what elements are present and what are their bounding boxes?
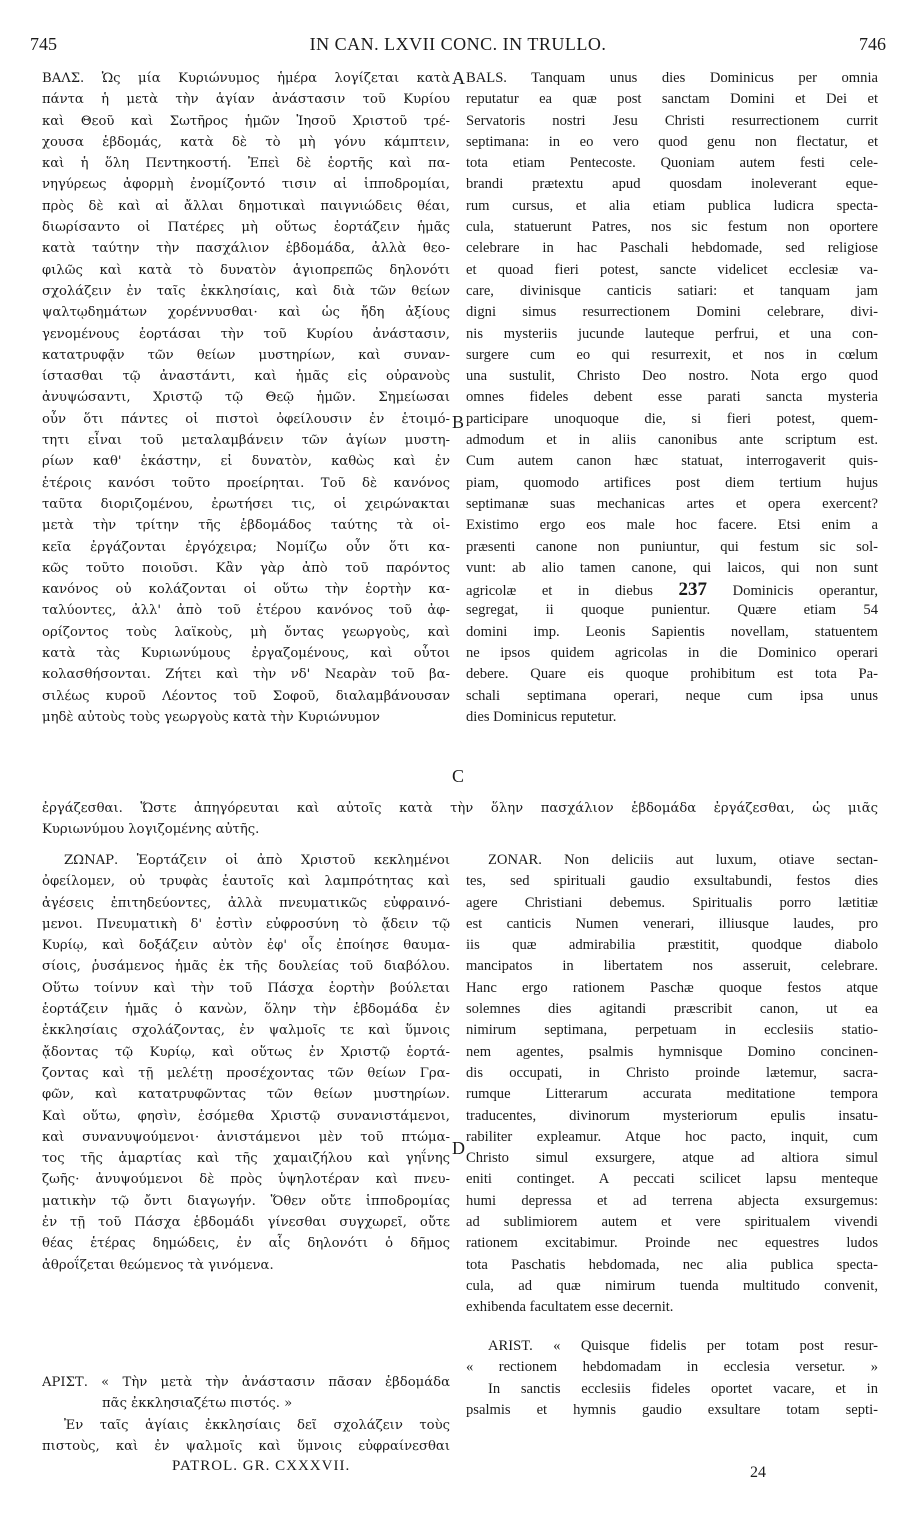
- latin-text-line: [466, 579, 878, 600]
- latin-text-line: tota Paschatis hebdomada, nec alia publica specta-: [466, 1256, 878, 1273]
- latin-text-line: una sustulit, Christo Deo nostro. Nota ergo quod: [466, 368, 878, 385]
- greek-text-line: Ἐν ταῖς ἁγίαις ἐκκλησίαις δεῖ σχολάζειν τοὺς: [64, 1417, 450, 1433]
- latin-text-line: « rectionem hebdomadam in ecclesia versetur. »: [466, 1359, 878, 1376]
- latin-text-line: rationem excitabimur. Proinde nec equestres ludos: [466, 1235, 878, 1252]
- latin-text-fragment: agricolæ et in diebus: [466, 583, 679, 600]
- greek-text-line: ρίων καθ' ἑκάστην, εἰ δυνατὸν, καθὼς καὶ ἐν: [42, 454, 450, 470]
- greek-text-line: πάντα ἡ μετὰ τὴν ἁγίαν ἀνάστασιν τοῦ Κυρίου: [42, 92, 450, 108]
- greek-text-line: κῶς τοῦτο ποιοῦσι. Κἂν γὰρ ἀπὸ τοῦ παρόντος: [42, 560, 450, 576]
- greek-full-width-continuation: [42, 798, 878, 841]
- latin-text-line: Existimo ergo eos male hoc facere. Etsi enim a: [466, 517, 878, 534]
- latin-text-line: schali septimana operari, neque cum ipsa unus: [466, 687, 878, 704]
- latin-text-line: Cum autem canon hæc statuat, interrogaverit quis-: [466, 453, 878, 470]
- greek-text-line: Καὶ οὕτω, φησὶν, ἐσόμεθα Χριστῷ συνανιστάμενοι,: [42, 1108, 450, 1124]
- latin-text-line: eniti continget. A peccati scilicet lapsu menteque: [466, 1171, 878, 1188]
- latin-text-line: debere. Quare eis quoque prohibitum est tota Pa-: [466, 666, 878, 683]
- latin-text-line: tota etiam Pentecoste. Quoniam autem festi cele-: [466, 155, 878, 172]
- page-number-right: 746: [859, 34, 886, 54]
- greek-text-line: κεῖα ἐργάζονται ἐργόχειρα; Νομίζω οὖν ὅτι κα-: [42, 539, 450, 555]
- greek-text-line: ἐργάζεσθαι. Ὥστε ἀπηγόρευται καὶ αὐτοῖς κατὰ τὴν ὅλην πασχάλιον ἑβδομάδα ἐργάζεσθαι, ὡς μιᾶς: [42, 801, 878, 816]
- latin-text-line: celebrare in hac Paschali hebdomade, sed religiose: [466, 240, 878, 257]
- latin-text-line: rum cursus, et alia etiam publica ludicra specta-: [466, 197, 878, 214]
- greek-text-line: ἀγέσεις ἐπιτηδεύοντες, ἀλλὰ πνευματικῶς εὐφραινό-: [42, 895, 450, 911]
- latin-text-line: vunt: ab alio tamen canone, qui laicos, qui non sunt: [466, 559, 878, 576]
- greek-text-line: ματικὴν τῷ ὄντι διαγωγήν. Ὅθεν οὔτε ἱπποδρομίας: [42, 1193, 450, 1209]
- latin-text-line: cula, ad quæ nimirum tuenda multitudo convenit,: [466, 1277, 878, 1294]
- greek-text-line: μηδὲ αὐτοὺς τοὺς γεωργοὺς κατὰ τὴν Κυριώνυμον: [42, 709, 380, 725]
- inline-page-number: 237: [678, 579, 708, 601]
- running-title: IN CAN. LXVII CONC. IN TRULLO.: [309, 34, 607, 54]
- latin-text-line: In sanctis ecclesiis fideles oportet vacare, et in: [488, 1380, 878, 1397]
- greek-text-line: ίστασθαι τῷ ἀναστάντι, καὶ ἡμᾶς εἰς οὐρανοὺς: [42, 369, 450, 385]
- latin-text-line: rumque Litterarum accurata meditatione tempora: [466, 1086, 878, 1103]
- greek-text-line: ἐκκλησίαις σχολάζοντας, ἐν ψαλμοῖς τε καὶ ὕμνοις: [42, 1023, 450, 1039]
- greek-text-line: ΖΩΝΑΡ. Ἑορτάζειν οἱ ἀπὸ Χριστοῦ κεκλημένοι: [64, 853, 450, 868]
- greek-text-line: πᾶς ἐκκλησιαζέτω πιστός. »: [102, 1396, 293, 1412]
- greek-text-line: κολασθήσονται. Ζήτει καὶ τὴν νδ' Νεαρὰν τοῦ βα-: [42, 667, 450, 683]
- latin-text-line: solemnes dies agitandi præscribit canon, ut ea: [466, 1001, 878, 1018]
- greek-text-line: Κυρίῳ, καὶ δοξάζειν αὐτὸν ἐφ' οἷς ἐποίησε θαυμα-: [42, 938, 450, 954]
- latin-text-line: psalmis et hymnis gaudio exsultare totam septi-: [466, 1401, 878, 1418]
- latin-text-line: admodum et in aliis canonibus ante scriptum est.: [466, 432, 878, 449]
- latin-text-line: agere Christiani debemus. Spiritualis porro lætitiæ: [466, 894, 878, 911]
- latin-column-aristenus: [466, 1336, 878, 1426]
- signature-mark: 24: [750, 1464, 766, 1481]
- latin-text-line: et quoad fieri potest, sancte videlicet ecclesiæ va-: [466, 261, 878, 278]
- latin-text-line: tes, sed spirituali gaudio exsultabundi, festos dies: [466, 873, 878, 890]
- greek-text-line: ζοντας καὶ τῇ μελέτῃ προσέχοντας τῶν θείων Γρα-: [42, 1065, 450, 1081]
- greek-text-line: ορίζοντος τοὺς λαϊκοὺς, μὴ ὄντας γεωργοὺς, καὶ: [42, 624, 450, 640]
- greek-text-line: ἀνυψώσαντι, Χριστῷ τῷ Θεῷ ἡμῶν. Σημείωσαι: [42, 390, 450, 406]
- margin-marker-d: D: [452, 1138, 465, 1158]
- greek-text-line: σιλέως κυροῦ Λέοντος τοῦ Σοφοῦ, διαλαμβάνουσαν: [42, 688, 450, 704]
- greek-text-line: φιλῶς καὶ κατὰ τὸ δυνατὸν ἁγιοπρεπῶς δηλονότι: [42, 262, 450, 278]
- latin-text-line: septimana: in eo vero quod genu non flectatur, et: [466, 133, 878, 150]
- latin-text-line: Christo simul exsurgere, atque ad altiora simul: [466, 1150, 878, 1167]
- margin-marker-c: C: [452, 766, 465, 786]
- greek-text-line: διωρίσαντο οἱ Πατέρες μὴ οὕτως ἑορτάζειν ἡμᾶς: [42, 220, 450, 236]
- latin-text-line: care, divinisque canticis satiari: et tanquam jam: [466, 282, 878, 299]
- greek-text-line: θέας ἑτέρας δημώδεις, ἐν αἷς δηλονότι ὁ δῆμος: [42, 1236, 450, 1252]
- greek-text-line: σίοις, ῥυσάμενος ἡμᾶς ἐκ τῆς δουλείας τοῦ διαβόλου.: [42, 959, 450, 975]
- latin-column-zonaras: [466, 850, 878, 1330]
- greek-column-balsamon: [42, 68, 450, 768]
- greek-text-line: γενομένους ἑορτάσαι τὴν τοῦ Κυρίου ἀνάστασιν,: [42, 326, 450, 342]
- latin-text-line: rabiliter expleamur. Atque hoc pacto, inquit, cum: [466, 1128, 878, 1145]
- greek-text-line: χουσα ἑβδομάς, κατὰ δὲ τὸ μὴ γόνυ κάμπτειν,: [42, 134, 450, 150]
- latin-text-line: surgere cum eo qui resurrexit, et nos in cœlum: [466, 346, 878, 363]
- greek-column-aristenus: [42, 1372, 450, 1462]
- greek-text-line: ψαλτῳδημάτων χορέννυσθαι· καὶ ὡς ἤδη ἀξίους: [42, 305, 450, 321]
- latin-text-line: digni simus resurrectionem Domini celebrare, divi-: [466, 304, 878, 321]
- greek-text-line: ὀφείλομεν, οὐ τρυφὰς ἑαυτοῖς καὶ λαμπρότητας καὶ: [42, 874, 450, 890]
- greek-text-line: τος τῆς ἁμαρτίας καὶ τῆς χαμαιζήλου καὶ γηΐνης: [42, 1151, 450, 1167]
- latin-text-line: cula, statuerunt Patres, nos sic festum non oportere: [466, 219, 878, 236]
- greek-text-line: μετὰ τὴν τρίτην τῆς ἑβδομάδος ταύτης τὰ οἰ-: [42, 518, 450, 534]
- latin-text-line: est canticis Numen venerari, illiusque laudes, pro: [466, 915, 878, 932]
- greek-column-zonaras: [42, 850, 450, 1310]
- latin-text-line: segregat, ii quoque punientur. Quære etiam 54: [466, 602, 878, 619]
- greek-text-line: Οὕτω τοίνυν καὶ τὴν τοῦ Πάσχα ἑορτὴν βούλεται: [42, 980, 450, 996]
- greek-text-line: σχολάζειν ἐν ταῖς ἐκκλησίαις, καὶ διὰ τῶν θείων: [42, 283, 450, 299]
- page-number-left: 745: [30, 34, 57, 54]
- greek-text-line: ἐν τῇ τοῦ Πάσχα ἑβδομάδι γίνεσθαι συγχωρεῖ, οὔτε: [42, 1215, 450, 1231]
- greek-text-line: πιστοὺς, καὶ ἐν ψαλμοῖς καὶ ὕμνοις εὐφραίνεσθαι: [42, 1438, 450, 1454]
- greek-text-line: κατὰ ταύτην τὴν πασχάλιον ἑβδομάδα, ἀλλὰ θεο-: [42, 241, 450, 257]
- latin-text-line: participare unoquoque die, si fieri potest, quem-: [466, 410, 878, 427]
- latin-text-line: mancipatos in libertatem nos asseruit, celebrare.: [466, 958, 878, 975]
- latin-text-line: nimirum septimana, perpetuam in ecclesiis statio-: [466, 1022, 878, 1039]
- latin-text-line: præsenti canone non puniuntur, qui festum sic sol-: [466, 538, 878, 555]
- greek-text-line: φῶν, καὶ κατατρυφῶντας τῶν θείων μυστηρίων.: [42, 1087, 450, 1103]
- latin-text-fragment: Dominicis operantur,: [707, 583, 878, 600]
- latin-text-line: piam, quomodo artifices post diem tertium hujus: [466, 474, 878, 491]
- greek-text-line: Κυριωνύμου λογιζομένης αὐτῆς.: [42, 822, 260, 838]
- series-footer: PATROL. GR. CXXXVII.: [172, 1458, 351, 1474]
- latin-text-line: domini imp. Leonis Sapientis novellam, statuentem: [466, 623, 878, 640]
- greek-text-line: νηγύρεως ἀφορμὴ ἐνομίζοντό τισιν αἱ ἱπποδρομίαι,: [42, 177, 450, 193]
- latin-text-line: omnes fideles debent esse parati sancta mysteria: [466, 389, 878, 406]
- latin-column-balsamon: [466, 68, 878, 788]
- greek-text-line: κανόνος οὐ κολάζονται οἱ οὕτω τὴν ἑορτὴν κα-: [42, 582, 450, 598]
- latin-text-line: traducentes, divinorum mysteriorum epulis insatu-: [466, 1107, 878, 1124]
- greek-text-line: ταῦτα διοριζομένου, ἐρωτήσει τις, οἱ χειρώνακται: [42, 496, 450, 512]
- running-header: [30, 34, 886, 58]
- latin-text-line: iis quæ admirabilia præstitit, quodque diabolo: [466, 937, 878, 954]
- greek-text-line: ᾄδοντας τῷ Κυρίῳ, καὶ οὕτως ἐν Χριστῷ ἑορτά-: [42, 1044, 450, 1060]
- latin-text-line: reputatur ea quæ post sanctam Domini et Dei et: [466, 91, 878, 108]
- latin-text-line: BALS. Tanquam unus dies Dominicus per omnia: [466, 70, 878, 86]
- margin-marker-a: A: [452, 68, 465, 88]
- greek-text-line: καὶ Θεοῦ καὶ Σωτῆρος ἡμῶν Ἰησοῦ Χριστοῦ τρέ-: [42, 113, 450, 129]
- latin-text-line: ZONAR. Non deliciis aut luxum, otiave sectan-: [488, 852, 878, 868]
- latin-text-line: Hanc ergo rationem Paschæ quoque festos atque: [466, 979, 878, 996]
- latin-text-line: ne ipsos quidem agricolas in die Dominico operari: [466, 645, 878, 662]
- latin-text-line: nem agentes, psalmis hymnisque Domino concinen-: [466, 1043, 878, 1060]
- greek-text-line: ἑορτάζειν ἡμᾶς ὁ κανὼν, ὅλην τὴν ἑβδομάδα ἐν: [42, 1002, 450, 1018]
- latin-text-line: humi depressa et ad terrena abjecta exsurgemus:: [466, 1192, 878, 1209]
- greek-text-line: ΑΡΙΣΤ. « Τὴν μετὰ τὴν ἀνάστασιν πᾶσαν ἑβδομάδα: [42, 1375, 450, 1390]
- latin-text-line: ad sublimiorem autem et vere spiritualem vivendi: [466, 1214, 878, 1231]
- greek-text-line: ἀθροΐζεται θεώμενος τὰ γινόμενα.: [42, 1257, 274, 1273]
- latin-text-line: ARIST. « Quisque fidelis per totam post resur-: [488, 1338, 878, 1354]
- latin-text-line: Servatoris nostri Jesu Christi resurrectionem currit: [466, 112, 878, 129]
- latin-text-line: exhibenda facultatem esse decernit.: [466, 1299, 674, 1316]
- greek-text-line: μενοι. Πνευματικὴ δ' ἐστὶν εὐφροσύνη τὸ ᾄδειν τῷ: [42, 916, 450, 932]
- greek-text-line: τητι εἶναι τοῦ μεταλαμβάνειν τῶν ἁγίων μυστη-: [42, 433, 450, 449]
- latin-text-line: dis occupati, in Christo proinde lætemur, sacra-: [466, 1064, 878, 1081]
- greek-text-line: κατατρυφᾷν τῶν θείων μυστηρίων, καὶ συναν-: [42, 347, 450, 363]
- greek-text-line: ἑτέροις κανόσι τοῦτο προείρηται. Τοῦ δὲ κανόνος: [42, 475, 450, 491]
- greek-text-line: καὶ συνανυψούμενοι· ἀνιστάμενοι μὲν τοῦ πτώμα-: [42, 1129, 450, 1145]
- latin-text-line: septimanæ suas mechanicas artes et opera exercent?: [466, 495, 878, 512]
- greek-text-line: ταλύοντες, ἀλλ' ἀπὸ τοῦ ἑτέρου κανόνος τοῦ ἀφ-: [42, 603, 450, 619]
- latin-text-line: dies Dominicus reputetur.: [466, 708, 617, 725]
- margin-marker-b: B: [452, 412, 465, 432]
- greek-text-line: κατὰ τὰς Κυριωνύμους ἐργαζομένους, καὶ οὗτοι: [42, 646, 450, 662]
- latin-text-line: nis mysteriis jucunde lauteque perfrui, et una con-: [466, 325, 878, 342]
- greek-text-line: καὶ ἡ ὅλη Πεντηκοστή. Ἐπεὶ δὲ ἑορτῆς καὶ πα-: [42, 156, 450, 172]
- latin-text-line: brandi prætextu apud quosdam inoleverant eque-: [466, 176, 878, 193]
- greek-text-line: οὖν ὅτι πάντες οἱ πιστοὶ ὀφείλουσιν ἐν ἑτοιμό-: [42, 411, 450, 427]
- greek-text-line: ΒΑΛΣ. Ὡς μία Κυριώνυμος ἡμέρα λογίζεται κατὰ: [42, 71, 450, 86]
- greek-text-line: ζωῆς· ἀνυψούμενοι δὲ πρὸς ὑψηλοτέραν καὶ πνευ-: [42, 1172, 450, 1188]
- greek-text-line: πρὸς δὲ καὶ αἱ ἄλλαι δημοτικαὶ παιγνιώδεις θέαι,: [42, 198, 450, 214]
